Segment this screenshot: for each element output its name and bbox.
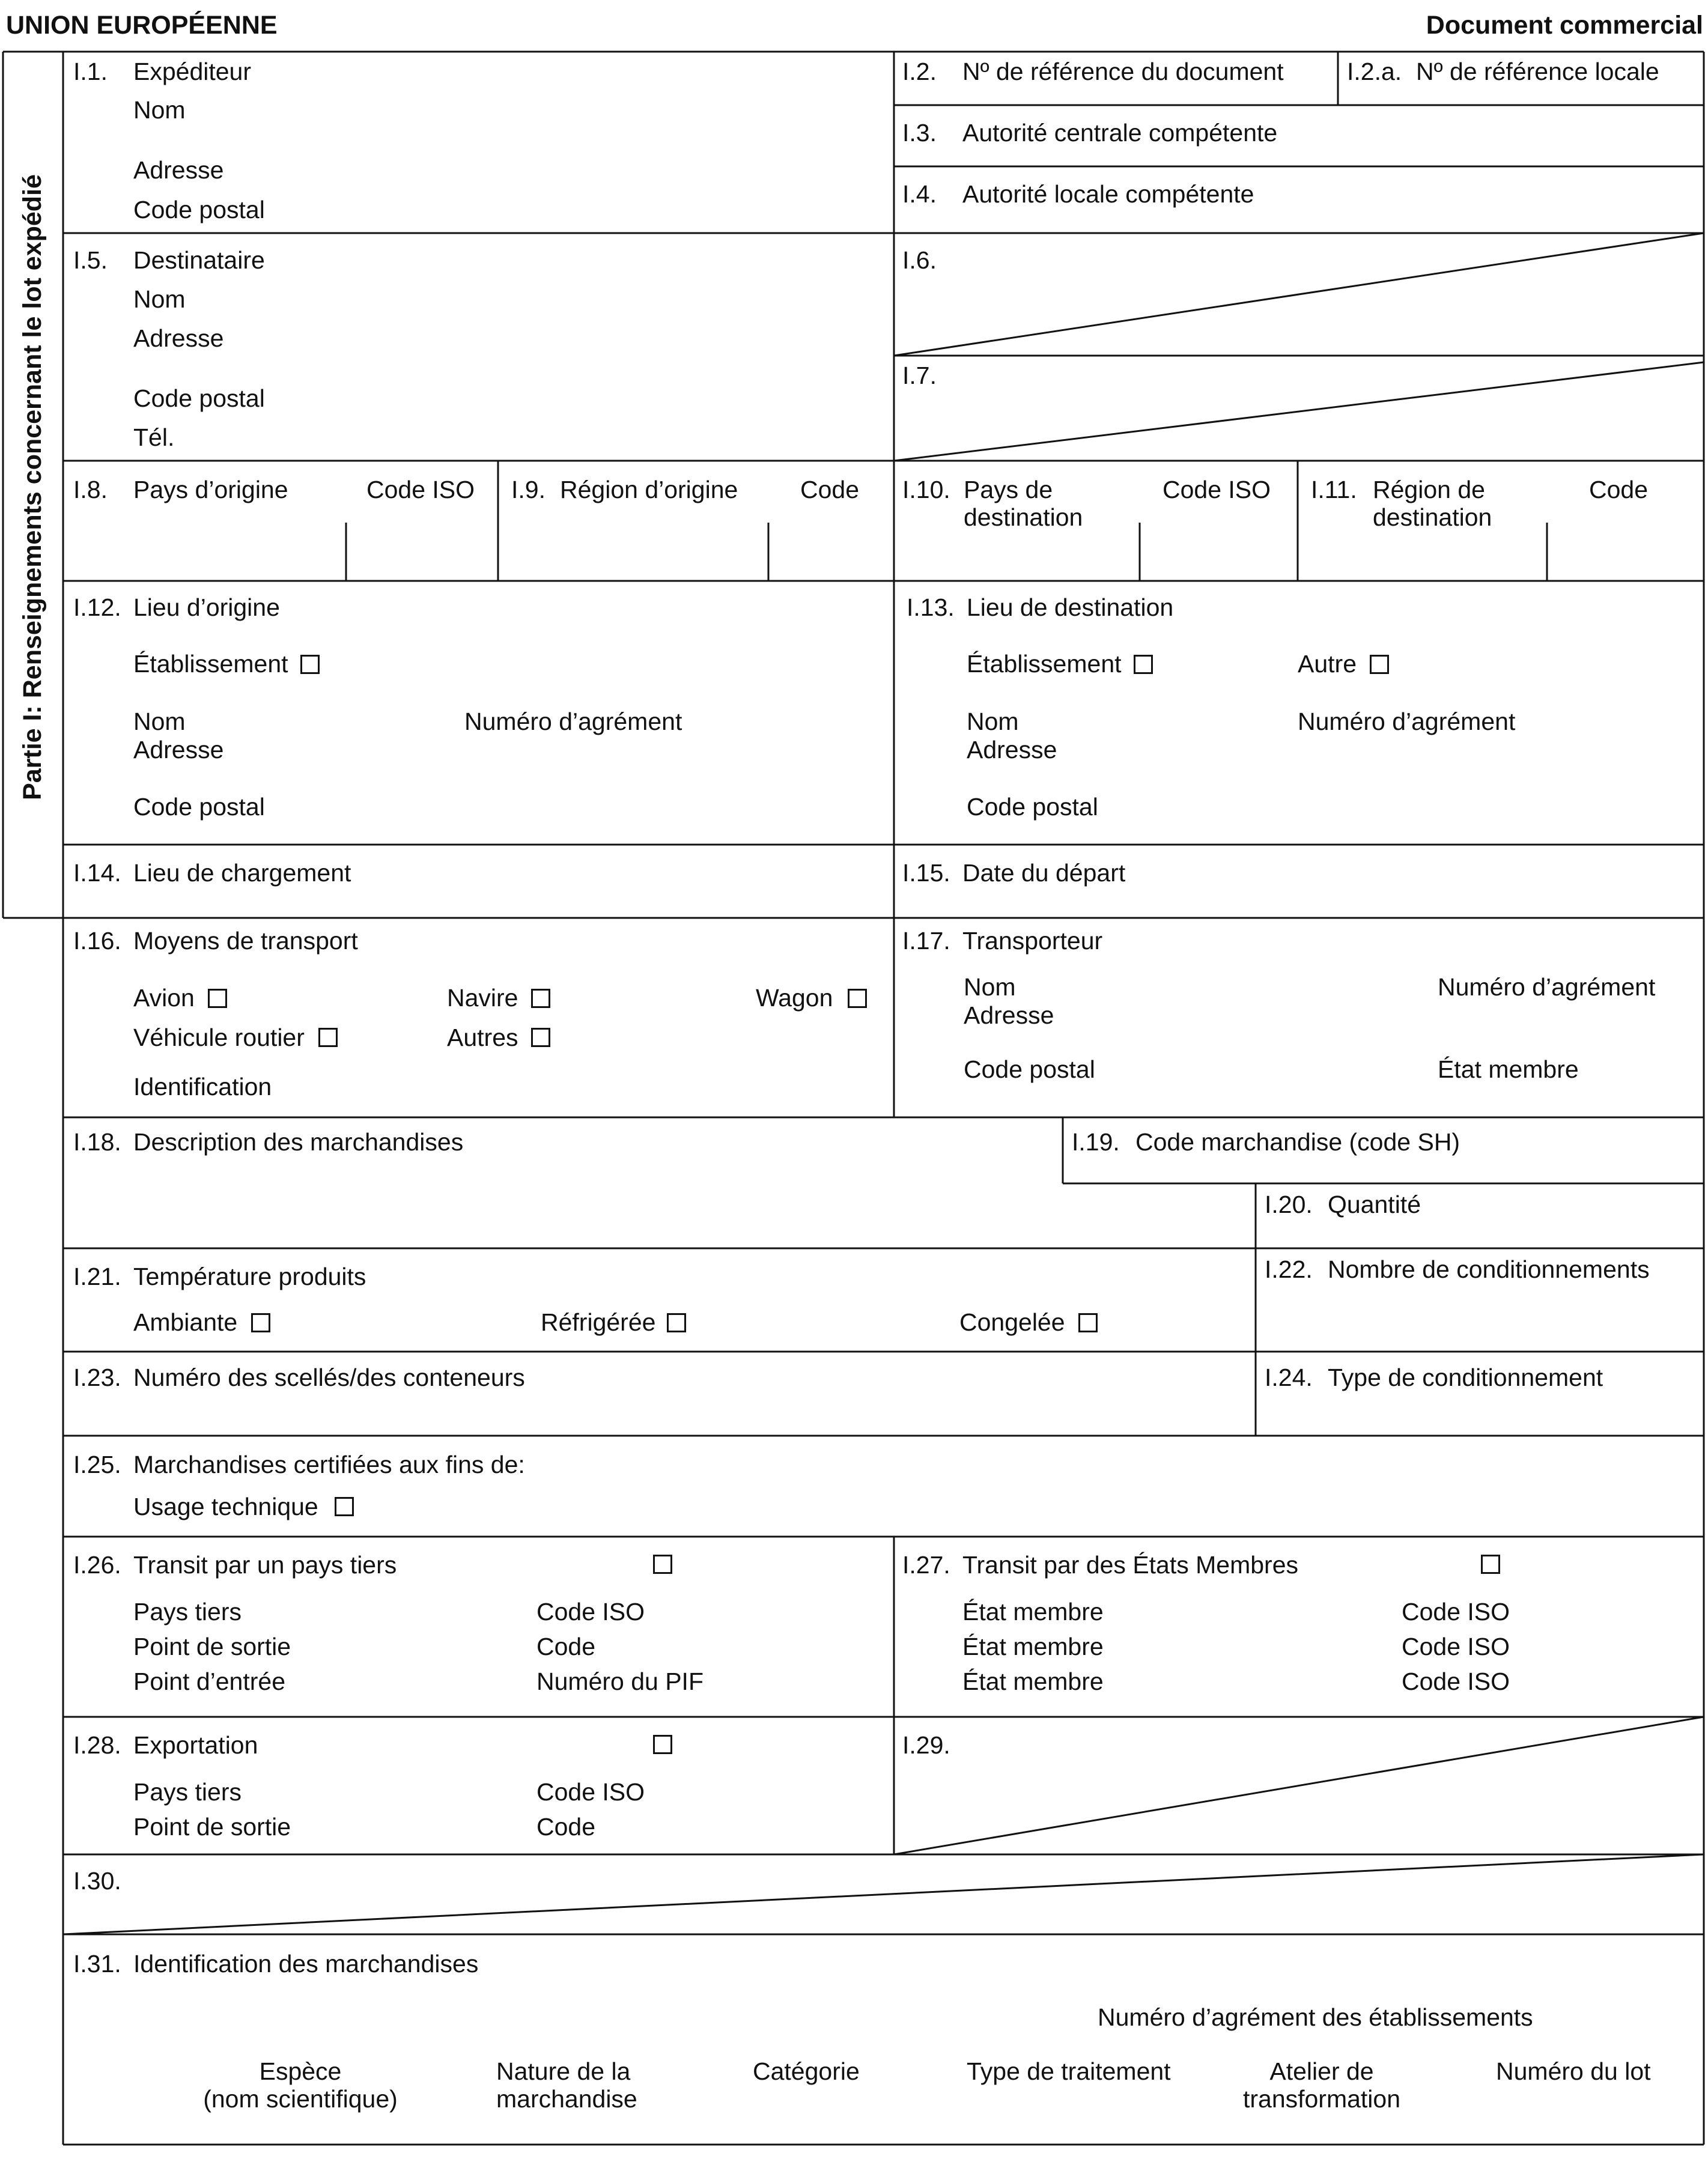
b12-adresse: Adresse bbox=[133, 736, 224, 764]
b6-num: I.6. bbox=[902, 246, 937, 274]
b13-adresse: Adresse bbox=[967, 736, 1057, 764]
b16-wagon: Wagon bbox=[756, 984, 833, 1012]
b27-iso-3: Code ISO bbox=[1402, 1668, 1510, 1695]
b26-checkbox[interactable] bbox=[653, 1555, 672, 1574]
b15-num: I.15. bbox=[902, 859, 950, 887]
b20-title: Quantité bbox=[1328, 1191, 1421, 1218]
b11-title2: destination bbox=[1373, 503, 1492, 531]
b26-pays: Pays tiers bbox=[133, 1598, 242, 1626]
b4-title: Autorité locale compétente bbox=[962, 180, 1254, 208]
b5-adresse: Adresse bbox=[133, 324, 224, 352]
b26-pif: Numéro du PIF bbox=[536, 1668, 704, 1695]
b28-num: I.28. bbox=[73, 1731, 121, 1759]
b13-nom: Nom bbox=[967, 708, 1019, 735]
b22-num: I.22. bbox=[1265, 1255, 1313, 1283]
b16-title: Moyens de transport bbox=[133, 927, 358, 955]
b31-traitement: Type de traitement bbox=[967, 2057, 1171, 2085]
b16-navire-checkbox[interactable] bbox=[531, 989, 550, 1008]
b27-title: Transit par des États Membres bbox=[962, 1551, 1299, 1579]
b23-num: I.23. bbox=[73, 1364, 121, 1391]
b18-num: I.18. bbox=[73, 1128, 121, 1156]
b25-title: Marchandises certifiées aux fins de: bbox=[133, 1451, 525, 1478]
b12-title: Lieu d’origine bbox=[133, 594, 280, 621]
b27-etat-3: État membre bbox=[962, 1668, 1104, 1695]
b11-num: I.11. bbox=[1311, 476, 1357, 503]
b27-iso-2: Code ISO bbox=[1402, 1633, 1510, 1660]
b17-num: I.17. bbox=[902, 927, 950, 955]
b31-nature-1: Nature de la bbox=[496, 2057, 631, 2085]
b28-checkbox[interactable] bbox=[653, 1735, 672, 1754]
b31-categorie: Catégorie bbox=[753, 2057, 860, 2085]
b12-agrement: Numéro d’agrément bbox=[464, 708, 682, 735]
b13-autre-checkbox[interactable] bbox=[1370, 655, 1389, 674]
header-right: Document commercial bbox=[1426, 11, 1703, 40]
b1-cp: Code postal bbox=[133, 196, 265, 223]
b27-iso-1: Code ISO bbox=[1402, 1598, 1510, 1626]
b13-num: I.13. bbox=[907, 594, 955, 621]
b21-cong-checkbox[interactable] bbox=[1078, 1313, 1098, 1332]
b29-num: I.29. bbox=[902, 1731, 950, 1759]
b26-sortie: Point de sortie bbox=[133, 1633, 291, 1660]
b26-num: I.26. bbox=[73, 1551, 121, 1579]
b11-title1: Région de bbox=[1373, 476, 1485, 503]
b17-nom: Nom bbox=[964, 973, 1016, 1001]
b12-cp: Code postal bbox=[133, 793, 265, 821]
b5-title: Destinataire bbox=[133, 246, 265, 274]
b16-avion-checkbox[interactable] bbox=[208, 989, 227, 1008]
b21-title: Température produits bbox=[133, 1263, 366, 1290]
b13-etab-checkbox[interactable] bbox=[1134, 655, 1153, 674]
b16-routier-checkbox[interactable] bbox=[318, 1028, 338, 1047]
b25-num: I.25. bbox=[73, 1451, 121, 1478]
b10-code: Code ISO bbox=[1162, 476, 1271, 503]
b4-num: I.4. bbox=[902, 180, 937, 208]
b13-title: Lieu de destination bbox=[967, 594, 1174, 621]
b26-iso: Code ISO bbox=[536, 1598, 645, 1626]
b17-cp: Code postal bbox=[964, 1055, 1095, 1083]
b5-nom: Nom bbox=[133, 285, 186, 313]
b16-wagon-checkbox[interactable] bbox=[848, 989, 867, 1008]
b5-num: I.5. bbox=[73, 246, 108, 274]
b9-code: Code bbox=[800, 476, 860, 503]
b23-title: Numéro des scellés/des conteneurs bbox=[133, 1364, 525, 1391]
b31-atelier-1: Atelier de bbox=[1269, 2057, 1374, 2085]
b16-autres: Autres bbox=[447, 1024, 518, 1051]
b8-num: I.8. bbox=[73, 476, 108, 503]
b21-num: I.21. bbox=[73, 1263, 121, 1290]
b3-title: Autorité centrale compétente bbox=[962, 119, 1278, 147]
b2a-title: Nº de référence locale bbox=[1416, 58, 1659, 85]
header-left: UNION EUROPÉENNE bbox=[6, 11, 278, 40]
b10-num: I.10. bbox=[902, 476, 950, 503]
b28-pays: Pays tiers bbox=[133, 1778, 242, 1806]
b9-num: I.9. bbox=[511, 476, 546, 503]
b31-atelier-2: transformation bbox=[1242, 2085, 1401, 2113]
b9-title: Région d’origine bbox=[560, 476, 738, 503]
b21-amb-checkbox[interactable] bbox=[251, 1313, 270, 1332]
b2-num: I.2. bbox=[902, 58, 937, 85]
b7-num: I.7. bbox=[902, 362, 937, 389]
b10-title1: Pays de bbox=[964, 476, 1053, 503]
b16-autres-checkbox[interactable] bbox=[531, 1028, 550, 1047]
b27-etat-1: État membre bbox=[962, 1598, 1104, 1626]
b28-code: Code bbox=[536, 1813, 596, 1841]
b24-num: I.24. bbox=[1265, 1364, 1313, 1391]
b18-title: Description des marchandises bbox=[133, 1128, 464, 1156]
b28-sortie: Point de sortie bbox=[133, 1813, 291, 1841]
b12-etab: Établissement bbox=[133, 650, 288, 678]
b26-title: Transit par un pays tiers bbox=[133, 1551, 397, 1579]
b31-espece-2: (nom scientifique) bbox=[203, 2085, 398, 2113]
side-label: Partie I: Renseignements concernant le lot expédié bbox=[18, 174, 47, 800]
b16-ident: Identification bbox=[133, 1073, 272, 1101]
b1-num: I.1. bbox=[73, 58, 108, 85]
b31-nature-2: marchandise bbox=[496, 2085, 637, 2113]
b16-avion: Avion bbox=[133, 984, 195, 1012]
b31-title: Identification des marchandises bbox=[133, 1950, 479, 1978]
b28-iso: Code ISO bbox=[536, 1778, 645, 1806]
b26-entree: Point d’entrée bbox=[133, 1668, 286, 1695]
b2a-num: I.2.a. bbox=[1347, 58, 1402, 85]
b16-num: I.16. bbox=[73, 927, 121, 955]
b28-title: Exportation bbox=[133, 1731, 258, 1759]
b17-agrement: Numéro d’agrément bbox=[1438, 973, 1656, 1001]
b17-adresse: Adresse bbox=[964, 1001, 1054, 1029]
b14-title: Lieu de chargement bbox=[133, 859, 351, 887]
b13-agrement: Numéro d’agrément bbox=[1298, 708, 1516, 735]
b27-checkbox[interactable] bbox=[1481, 1555, 1500, 1574]
b12-nom: Nom bbox=[133, 708, 186, 735]
b8-code: Code ISO bbox=[366, 476, 475, 503]
b21-refr: Réfrigérée bbox=[541, 1308, 656, 1336]
b27-num: I.27. bbox=[902, 1551, 950, 1579]
b22-title: Nombre de conditionnements bbox=[1328, 1255, 1650, 1283]
b16-routier: Véhicule routier bbox=[133, 1024, 305, 1051]
b13-cp: Code postal bbox=[967, 793, 1098, 821]
b8-title: Pays d’origine bbox=[133, 476, 288, 503]
b12-etab-checkbox[interactable] bbox=[300, 655, 320, 674]
b20-num: I.20. bbox=[1265, 1191, 1313, 1218]
b21-amb: Ambiante bbox=[133, 1308, 238, 1336]
b26-code: Code bbox=[536, 1633, 596, 1660]
b12-num: I.12. bbox=[73, 594, 121, 621]
b21-refr-checkbox[interactable] bbox=[667, 1313, 686, 1332]
b2-title: Nº de référence du document bbox=[962, 58, 1284, 85]
b1-title: Expéditeur bbox=[133, 58, 252, 85]
b16-navire: Navire bbox=[447, 984, 518, 1012]
b31-num: I.31. bbox=[73, 1950, 121, 1978]
b10-title2: destination bbox=[964, 503, 1083, 531]
b3-num: I.3. bbox=[902, 119, 937, 147]
b31-espece-1: Espèce bbox=[259, 2057, 342, 2085]
b31-lot: Numéro du lot bbox=[1496, 2057, 1651, 2085]
b19-num: I.19. bbox=[1072, 1128, 1120, 1156]
b25-usage-checkbox[interactable] bbox=[335, 1497, 354, 1516]
b24-title: Type de conditionnement bbox=[1328, 1364, 1603, 1391]
b13-autre: Autre bbox=[1298, 650, 1357, 678]
b17-etat: État membre bbox=[1438, 1055, 1579, 1083]
b31-agrement-etab: Numéro d’agrément des établissements bbox=[1098, 2003, 1533, 2031]
b21-cong: Congelée bbox=[959, 1308, 1065, 1336]
b5-cp: Code postal bbox=[133, 384, 265, 412]
b14-num: I.14. bbox=[73, 859, 121, 887]
b19-title: Code marchandise (code SH) bbox=[1135, 1128, 1460, 1156]
b11-code: Code bbox=[1589, 476, 1649, 503]
b15-title: Date du départ bbox=[962, 859, 1126, 887]
b5-tel: Tél. bbox=[133, 424, 175, 451]
b1-adresse: Adresse bbox=[133, 156, 224, 184]
b25-usage: Usage technique bbox=[133, 1493, 318, 1520]
b30-num: I.30. bbox=[73, 1867, 121, 1895]
b13-etab: Établissement bbox=[967, 650, 1122, 678]
b27-etat-2: État membre bbox=[962, 1633, 1104, 1660]
b1-nom: Nom bbox=[133, 96, 186, 124]
b17-title: Transporteur bbox=[962, 927, 1103, 955]
